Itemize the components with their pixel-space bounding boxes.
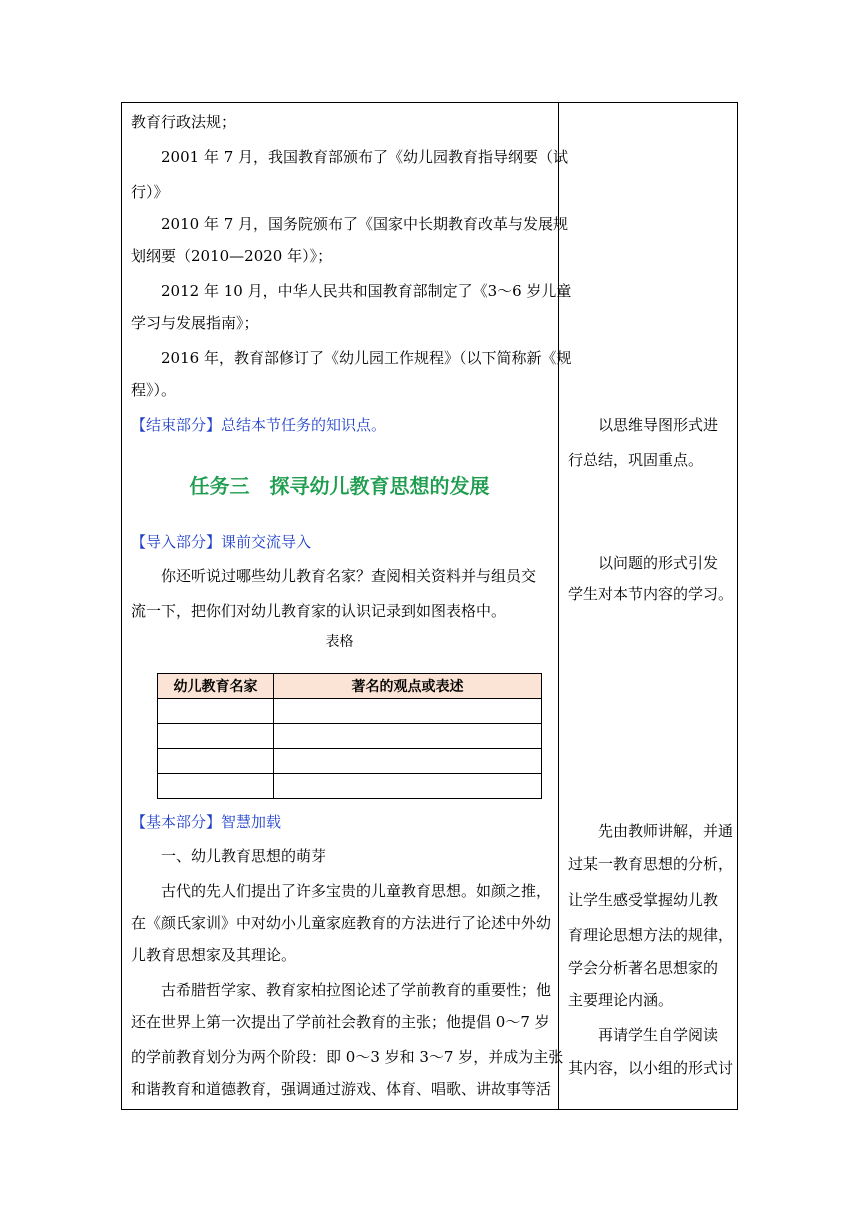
table-cell	[158, 749, 274, 774]
text-line: 儿教育思想家及其理论。	[131, 946, 297, 964]
end-section-heading: 【结束部分】总结本节任务的知识点。	[131, 416, 387, 434]
table-row	[158, 699, 542, 724]
task-title: 任务三 探寻幼儿教育思想的发展	[189, 474, 490, 498]
text-line: 2001 年 7 月，我国教育部颁布了《幼儿园教育指导纲要（试	[161, 148, 569, 166]
text-line: 还在世界上第一次提出了学前社会教育的主张；他提倡 0～7 岁	[131, 1013, 550, 1031]
table-cell	[274, 749, 542, 774]
text-line: 划纲要（2010—2020 年）》；	[131, 247, 333, 265]
table-cell	[158, 724, 274, 749]
text-line: 古代的先人们提出了许多宝贵的儿童教育思想。如颜之推，	[161, 882, 552, 900]
side-note-line: 以问题的形式引发	[598, 554, 719, 572]
text-line: 在《颜氏家训》中对幼小儿童家庭教育的方法进行了论述中外幼	[131, 914, 552, 932]
table-header-row	[158, 674, 542, 699]
side-note-line: 行总结，巩固重点。	[568, 451, 704, 469]
basic-section-heading: 【基本部分】智慧加载	[131, 813, 282, 831]
side-note-line: 再请学生自学阅读	[598, 1026, 719, 1044]
text-line: 程》）。	[131, 381, 177, 399]
side-note-line: 以思维导图形式进	[598, 416, 719, 434]
table-row	[158, 774, 542, 799]
side-note-line: 育理论思想方法的规律，	[568, 926, 734, 944]
text-line: 古希腊哲学家、教育家柏拉图论述了学前教育的重要性；他	[161, 981, 552, 999]
side-note-line: 过某一教育思想的分析，	[568, 855, 734, 873]
text-line: 2016 年，教育部修订了《幼儿园工作规程》（以下简称新《规	[161, 349, 572, 367]
text-line: 和谐教育和道德教育，强调通过游戏、体育、唱歌、讲故事等活	[131, 1080, 552, 1098]
text-line: 一、幼儿教育思想的萌芽	[161, 847, 327, 865]
side-note-line: 学生对本节内容的学习。	[568, 585, 734, 603]
side-note-line: 主要理论内涵。	[568, 991, 674, 1009]
text-line: 流一下，把你们对幼儿教育家的认识记录到如图表格中。	[131, 602, 507, 620]
text-line: 2010 年 7 月，国务院颁布了《国家中长期教育改革与发展规	[161, 215, 569, 233]
side-note-line: 让学生感受掌握幼儿教	[568, 891, 719, 909]
side-note-line: 先由教师讲解，并通	[598, 822, 734, 840]
column-header: 著名的观点或表述	[274, 674, 542, 699]
text-line: 行）》	[131, 183, 169, 201]
side-note-line: 学会分析著名思想家的	[568, 959, 719, 977]
table-cell	[158, 699, 274, 724]
text-line: 你还听说过哪些幼儿教育名家？查阅相关资料并与组员交	[161, 567, 537, 585]
table-row	[158, 749, 542, 774]
text-line: 2012 年 10 月，中华人民共和国教育部制定了《3～6 岁儿童	[161, 282, 572, 300]
table-row	[158, 724, 542, 749]
text-line: 学习与发展指南》；	[131, 314, 259, 332]
column-divider	[558, 102, 559, 1110]
table-caption: 表格	[325, 634, 354, 650]
table-cell	[158, 774, 274, 799]
text-line: 的学前教育划分为两个阶段：即 0～3 岁和 3～7 岁，并成为主张	[131, 1048, 564, 1066]
side-note-line: 其内容，以小组的形式讨	[568, 1059, 734, 1077]
table-cell	[274, 724, 542, 749]
educators-table	[157, 673, 542, 799]
table-cell	[274, 699, 542, 724]
column-header: 幼儿教育名家	[158, 674, 274, 699]
intro-section-heading: 【导入部分】课前交流导入	[131, 533, 312, 551]
text-line: 教育行政法规；	[131, 113, 237, 131]
table-cell	[274, 774, 542, 799]
